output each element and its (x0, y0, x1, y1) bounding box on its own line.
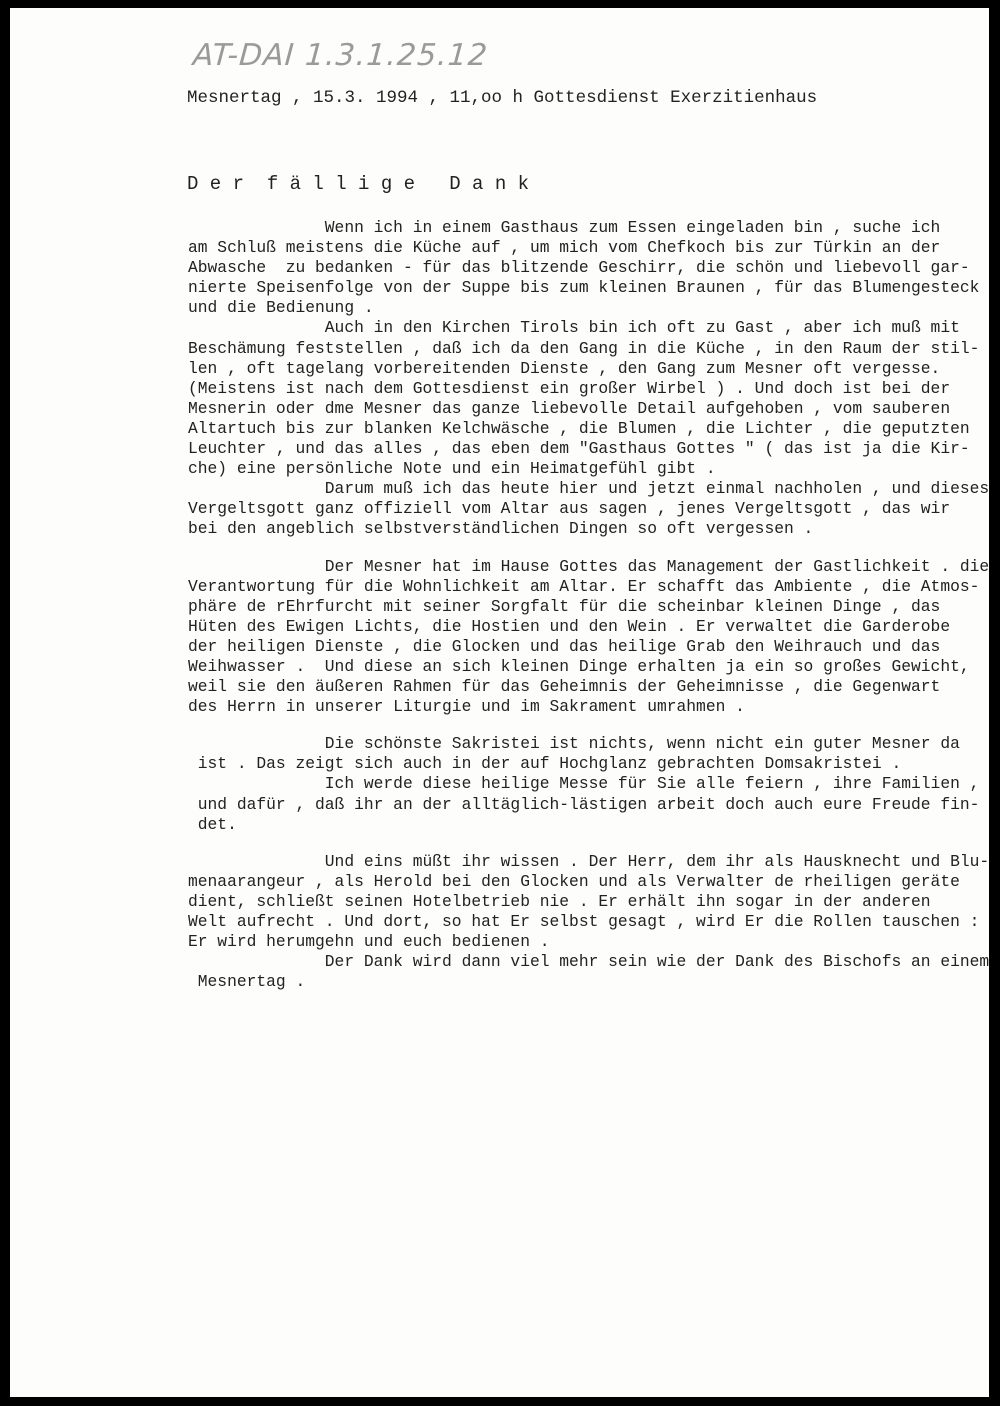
paragraph-gap (188, 835, 988, 852)
text-line: det. (188, 814, 237, 834)
text-line: und die Bedienung . (188, 298, 374, 318)
text-line: der heiligen Dienste , die Glocken und das heilige Grab den Weihrauch und das (188, 636, 941, 656)
document-page (10, 8, 989, 1397)
text-line: Mesnertag . (188, 972, 306, 992)
text-line: Wenn ich in einem Gasthaus zum Essen eingeladen bin , suche ich (188, 218, 941, 237)
text-line: Welt aufrecht . Und dort, so hat Er selbst gesagt , wird Er die Rollen tauschen : (188, 912, 980, 931)
text-line: Abwasche zu bedanken - für das blitzende Geschirr, die schön und liebevoll gar- (188, 258, 970, 278)
text-line: Beschämung feststellen , daß ich da den Gang in die Küche , in den Raum der stil- (188, 338, 980, 358)
paragraph-gap (188, 717, 988, 734)
text-line: Leuchter , und das alles , das eben dem "Gasthaus Gottes " ( das ist ja die Kir- (188, 439, 970, 459)
text-line: Ich werde diese heilige Messe für Sie alle feiern , ihre Familien , (188, 774, 980, 794)
text-line: Weihwasser . Und diese an sich kleinen Dinge erhalten ja ein so großes Gewicht, (188, 656, 970, 676)
text-line: Hüten des Ewigen Lichts, die Hostien und den Wein . Er verwaltet die Garderobe (188, 616, 951, 636)
text-line: Altartuch bis zur blanken Kelchwäsche , die Blumen , die Lichter , die geputzten (188, 418, 970, 438)
text-line: Der Dank wird dann viel mehr sein wie der Dank des Bischofs an einem (188, 952, 990, 972)
archive-reference-handwritten: AT-DAI 1.3.1.25.12 (191, 38, 490, 73)
text-line: Die schönste Sakristei ist nichts, wenn nicht ein guter Mesner da (188, 734, 960, 754)
text-line: Mesnerin oder dme Mesner das ganze liebevolle Detail aufgehoben , vom sauberen (188, 398, 951, 418)
text-line: Vergeltsgott ganz offiziell vom Altar aus sagen , jenes Vergeltsgott , das wir (188, 499, 951, 519)
paragraph-gap (188, 540, 988, 557)
text-line: che) eine persönliche Note und ein Heimatgefühl gibt . (188, 459, 716, 479)
paragraph (188, 734, 988, 834)
paragraph (188, 557, 988, 718)
text-line: am Schluß meistens die Küche auf , um mich vom Chefkoch bis zur Türkin an der (188, 238, 941, 258)
text-line: ist . Das zeigt sich auch in der auf Hochglanz gebrachten Domsakristei . (188, 754, 902, 774)
text-line: dient, schließt seinen Hotelbetrieb nie . Er erhält ihn sogar in der anderen (188, 891, 931, 911)
text-line: des Herrn in unserer Liturgie und im Sakrament umrahmen . (188, 697, 745, 717)
text-line: weil sie den äußeren Rahmen für das Geheimnis der Geheimnisse , die Gegenwart (188, 677, 941, 697)
text-line: (Meistens ist nach dem Gottesdienst ein großer Wirbel ) . Und doch ist bei der (188, 378, 951, 398)
text-line: Verantwortung für die Wohnlichkeit am Altar. Er schafft das Ambiente , die Atmos- (188, 576, 980, 596)
paragraph (188, 218, 988, 540)
text-line: Darum muß ich das heute hier und jetzt einmal nachholen , und dieses (188, 479, 990, 499)
text-line: Auch in den Kirchen Tirols bin ich oft zu Gast , aber ich muß mit (188, 318, 960, 338)
text-line: phäre de rEhrfurcht mit seiner Sorgfalt für die scheinbar kleinen Dinge , das (188, 596, 941, 616)
text-line: bei den angeblich selbstverständlichen Dingen so oft vergessen . (188, 519, 814, 539)
paragraph (188, 852, 988, 993)
text-line: len , oft tagelang vorbereitenden Dienste , den Gang zum Mesner oft vergesse. (188, 358, 941, 378)
text-line: menaarangeur , als Herold bei den Glocken und als Verwalter de rheiligen geräte (188, 871, 960, 891)
text-line: Und eins müßt ihr wissen . Der Herr, dem ihr als Hausknecht und Blu- (188, 851, 990, 871)
text-line: Er wird herumgehn und euch bedienen . (188, 932, 550, 952)
text-line: Der Mesner hat im Hause Gottes das Management der Gastlichkeit . die (188, 556, 990, 576)
text-line: nierte Speisenfolge von der Suppe bis zum kleinen Braunen , für das Blumengesteck (188, 278, 980, 298)
document-body (188, 218, 988, 992)
document-title: D e r f ä l l i g e D a n k (187, 173, 530, 195)
document-header-line: Mesnertag , 15.3. 1994 , 11,oo h Gottesdienst Exerzitienhaus (187, 88, 818, 108)
text-line: und dafür , daß ihr an der alltäglich-lästigen arbeit doch auch eure Freude fin- (188, 794, 980, 814)
